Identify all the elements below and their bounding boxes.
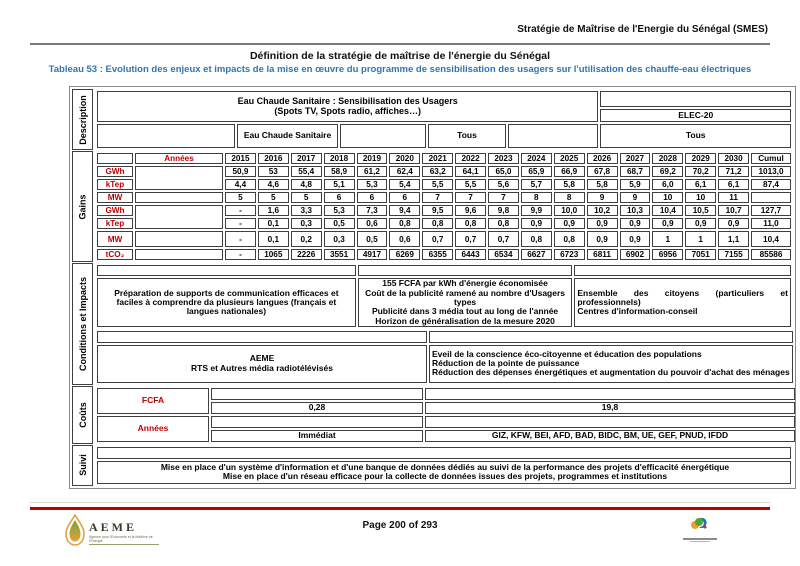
gains-value-cell: 5,6 xyxy=(488,179,519,190)
gains-value-cell: 1 xyxy=(685,231,716,247)
gains-value-cell: 58,9 xyxy=(324,166,355,177)
suivi-header-row xyxy=(97,447,791,459)
gains-value-cell: 0,9 xyxy=(652,218,683,229)
gains-value-cell: 9 xyxy=(620,192,651,203)
gains-value-cell: 7,3 xyxy=(357,205,388,216)
section-label-text: Coûts xyxy=(77,401,88,428)
usagers-value: Tous xyxy=(428,124,506,148)
year-header-cell: 2025 xyxy=(554,153,585,164)
gains-value-cell: 2226 xyxy=(291,249,322,260)
conditions-table-top xyxy=(95,263,793,329)
impacts-header: Impacts Socio-économiques xyxy=(429,331,793,342)
measure-title-line2: (Spots TV, Spots radio, affiches…) xyxy=(274,105,422,116)
suivi-table xyxy=(95,445,793,486)
gains-value-cell: 65,0 xyxy=(488,166,519,177)
gains-value-cell: 4,8 xyxy=(291,179,322,190)
gains-value-cell: 6,1 xyxy=(685,179,716,190)
gains-value-cell: 4,4 xyxy=(225,179,256,190)
page-number: Page 200 of 293 xyxy=(362,520,438,531)
gains-table xyxy=(95,151,793,262)
gains-value-cell: 5 xyxy=(291,192,322,203)
gains-value-cell: 9,5 xyxy=(422,205,453,216)
gains-row xyxy=(97,166,791,177)
aeme-text-block xyxy=(89,514,159,545)
description-row-title xyxy=(97,91,791,107)
gains-value-cell: 9,6 xyxy=(455,205,486,216)
gains-value-cell: 71,2 xyxy=(718,166,749,177)
gains-row-label-cell: Gains Energie xyxy=(135,205,223,229)
gains-value-cell: 6269 xyxy=(389,249,420,260)
text-line: Mise en place d'un réseau efficace pour la collecte de données issues des projets, programmes et institutions xyxy=(222,471,668,482)
fcfa-label: FCFA xyxy=(97,388,209,414)
gains-value-cell: 5,1 xyxy=(324,179,355,190)
gains-value-cell: 68,7 xyxy=(620,166,651,177)
year-header-cell: 2024 xyxy=(521,153,552,164)
gains-value-cell: 127,7 xyxy=(751,205,791,216)
gains-value-cell: 4,6 xyxy=(258,179,289,190)
couts-table xyxy=(95,386,797,444)
years-label-cell: Années xyxy=(135,153,223,164)
unit-label-cell: MW xyxy=(97,192,133,203)
gains-value-cell: 9 xyxy=(587,192,618,203)
gains-value-cell: 9,9 xyxy=(521,205,552,216)
gains-value-cell: 0,8 xyxy=(389,218,420,229)
usage-header: Usage xyxy=(97,124,235,148)
temps-retour-value: Immédiat xyxy=(211,430,423,442)
section-description xyxy=(72,89,793,150)
gains-value-cell: 5,8 xyxy=(587,179,618,190)
gains-value-cell: 3551 xyxy=(324,249,355,260)
gains-value-cell: - xyxy=(225,218,256,229)
gains-value-cell: 87,4 xyxy=(751,179,791,190)
gains-value-cell: 0,3 xyxy=(291,218,322,229)
gains-value-cell: 0,9 xyxy=(587,231,618,247)
partenaires-content-row xyxy=(97,345,793,383)
gains-value-cell: 5,3 xyxy=(324,205,355,216)
gains-row-label-cell: Gains CO₂ xyxy=(135,249,223,260)
fiche-number-header: N° Fiche xyxy=(600,91,791,107)
gains-value-cell: 0,5 xyxy=(357,231,388,247)
prealables-text: Préparation de supports de communication efficaces et faciles à comprendre da plusieurs langues (français et langues nationales) xyxy=(97,278,356,327)
year-header-cell: 2020 xyxy=(389,153,420,164)
gains-value-cell: 6 xyxy=(357,192,388,203)
year-header-cell: 2016 xyxy=(258,153,289,164)
gains-value-cell: - xyxy=(225,205,256,216)
gains-value-cell: 5 xyxy=(225,192,256,203)
section-label-suivi xyxy=(72,445,93,486)
gains-value-cell: 5,3 xyxy=(357,179,388,190)
gains-value-cell xyxy=(751,192,791,203)
gains-value-cell: 6,1 xyxy=(718,179,749,190)
page-title: Définition de la stratégie de maîtrise de l'énergie du Sénégal xyxy=(249,50,551,62)
impacts-text xyxy=(429,345,793,383)
text-line: Eveil de la conscience éco-citoyenne et éducation des populations xyxy=(432,348,702,359)
suivi-exploitation-header: Suivi-Exploitation xyxy=(97,447,791,459)
year-header-cell: Cumul xyxy=(751,153,791,164)
gains-row-label-cell: Pointe xyxy=(135,192,223,203)
section-label-text: Suivi xyxy=(77,454,88,476)
gains-value-cell: 0,9 xyxy=(587,218,618,229)
gains-value-cell: 0,2 xyxy=(291,231,322,247)
aeme-flame-icon xyxy=(64,514,86,551)
investissement-value: 0,28 xyxy=(211,402,423,414)
fiche-table xyxy=(69,86,796,489)
fiche-number-value: ELEC-20 xyxy=(600,109,791,122)
gains-value-cell: 6627 xyxy=(521,249,552,260)
gains-value-cell: 10 xyxy=(652,192,683,203)
gains-value-cell: 0,9 xyxy=(554,218,585,229)
unit-label-cell: kTep xyxy=(97,218,133,229)
unit-label-cell: kTep xyxy=(97,179,133,190)
conditions-header-row xyxy=(97,265,791,276)
year-header-cell: 2018 xyxy=(324,153,355,164)
gains-value-cell: 7 xyxy=(455,192,486,203)
header-rule xyxy=(30,43,770,45)
description-row-usage xyxy=(97,124,791,148)
acteurs-header: Acteurs Mise en Œuvre xyxy=(574,265,791,276)
text-line: Réduction des dépenses énergétiques et augmentation du pouvoir d'achat des ménages xyxy=(432,367,790,378)
partenaires-header-row xyxy=(97,331,793,342)
gains-value-cell: 5 xyxy=(258,192,289,203)
section-label-description xyxy=(72,89,93,150)
year-header-cell: 2029 xyxy=(685,153,716,164)
section-suivi xyxy=(72,445,793,486)
text-line: Réduction de la pointe de puissance xyxy=(432,357,580,368)
text-line: Mise en place d'un système d'information et d'une banque de données dédiés au suivi de la performance des projets d'efficacité énergétique xyxy=(160,461,730,472)
gains-value-cell: 0,8 xyxy=(488,218,519,229)
gains-value-cell: 6 xyxy=(389,192,420,203)
gains-value-cell: 8 xyxy=(521,192,552,203)
gains-value-cell: 6723 xyxy=(554,249,585,260)
gains-value-cell: 0,6 xyxy=(357,218,388,229)
secteurs-value: Tous xyxy=(600,124,791,148)
unit-label-cell: MW xyxy=(97,231,133,247)
gains-value-cell: 7 xyxy=(488,192,519,203)
footer-red-rule xyxy=(30,507,770,510)
year-header-cell: 2019 xyxy=(357,153,388,164)
measure-title-line1: Eau Chaude Sanitaire : Sensibilisation des Usagers xyxy=(237,95,458,106)
gains-value-cell: 6956 xyxy=(652,249,683,260)
gains-value-cell: 64,1 xyxy=(455,166,486,177)
footer-gray-rule xyxy=(30,502,770,503)
gains-value-cell: 0,6 xyxy=(389,231,420,247)
gains-value-cell: 10,0 xyxy=(554,205,585,216)
partenaires-header: Partenaires xyxy=(97,331,427,342)
retour-header-row xyxy=(97,416,795,428)
economies-value: 19,8 xyxy=(425,402,795,414)
gains-value-cell: 7155 xyxy=(718,249,749,260)
acteurs-text xyxy=(574,278,791,327)
gains-value-cell: 1,6 xyxy=(258,205,289,216)
secteurs-header: Secteurs xyxy=(508,124,598,148)
gains-value-cell: 0,8 xyxy=(422,218,453,229)
partner-logo-text-lines xyxy=(678,538,722,542)
text-line: RTS et Autres média radiotélévisés xyxy=(191,362,333,373)
year-header-cell: 2015 xyxy=(225,153,256,164)
gains-value-cell: 0,1 xyxy=(258,218,289,229)
partner-logo-icon xyxy=(689,519,711,536)
gains-value-cell: 4917 xyxy=(357,249,388,260)
gains-value-cell: 10,7 xyxy=(718,205,749,216)
suivi-content xyxy=(95,445,793,486)
gains-value-cell: 6534 xyxy=(488,249,519,260)
gains-value-cell: 9,8 xyxy=(488,205,519,216)
gains-value-cell: 0,9 xyxy=(685,218,716,229)
financement-header: Origine Possible Financement xyxy=(425,416,795,428)
gains-value-cell: 0,3 xyxy=(324,231,355,247)
aeme-name: AEME xyxy=(89,520,137,534)
measure-title-cell xyxy=(97,91,598,122)
text-line: AEME xyxy=(249,353,275,364)
gains-value-cell: 6902 xyxy=(620,249,651,260)
usagers-header: Usagers xyxy=(340,124,426,148)
unit-label-cell: tCO₂ xyxy=(97,249,133,260)
gains-value-cell: 5,7 xyxy=(521,179,552,190)
section-label-gains xyxy=(72,151,93,262)
gains-value-cell: 10 xyxy=(685,192,716,203)
gains-row xyxy=(97,231,791,247)
year-header-cell: 2028 xyxy=(652,153,683,164)
suivi-content-row xyxy=(97,461,791,484)
gains-value-cell: 1 xyxy=(652,231,683,247)
gains-value-cell: 5,8 xyxy=(554,179,585,190)
gains-value-cell: 69,2 xyxy=(652,166,683,177)
gains-value-cell: 70,2 xyxy=(685,166,716,177)
year-header-cell: 2017 xyxy=(291,153,322,164)
annees-label: Années xyxy=(97,416,209,442)
unit-label-cell: GWh xyxy=(97,166,133,177)
partner-logo xyxy=(678,516,722,542)
text-line: Horizon de généralisation de la mesure 2020 xyxy=(375,315,555,326)
invest-header-row xyxy=(97,388,795,400)
gains-value-cell: 0,9 xyxy=(718,218,749,229)
gains-value-cell: 3,3 xyxy=(291,205,322,216)
document-reference: Stratégie de Maîtrise de l'Energie du Sénégal (SMES) xyxy=(517,24,768,35)
year-header-cell: 2021 xyxy=(422,153,453,164)
gains-value-cell: 11,0 xyxy=(751,218,791,229)
gains-row-label-cell: Gains Pointe xyxy=(135,231,223,247)
financement-value: GIZ, KFW, BEI, AFD, BAD, BIDC, BM, UE, GEF, PNUD, IFDD xyxy=(425,430,795,442)
gains-value-cell: 10,2 xyxy=(587,205,618,216)
year-header-cell: 2023 xyxy=(488,153,519,164)
gains-row xyxy=(97,249,791,260)
section-label-couts xyxy=(72,386,93,444)
gains-value-cell: 0,7 xyxy=(422,231,453,247)
gains-value-cell: 10,3 xyxy=(620,205,651,216)
conditions-content-row xyxy=(97,278,791,327)
gains-value-cell: 5,5 xyxy=(422,179,453,190)
year-header-cell: 2027 xyxy=(620,153,651,164)
gains-value-cell: 67,8 xyxy=(587,166,618,177)
gains-value-cell: 65,9 xyxy=(521,166,552,177)
year-header-cell: 2022 xyxy=(455,153,486,164)
investissement-header: Investissement en Milliards xyxy=(211,388,423,400)
economies-header: Economies Monétaires en Milliards xyxy=(425,388,795,400)
gains-value-cell: 0,8 xyxy=(521,231,552,247)
gains-value-cell: 0,7 xyxy=(455,231,486,247)
year-header-cell: 2030 xyxy=(718,153,749,164)
gains-value-cell: 11 xyxy=(718,192,749,203)
gains-value-cell: 0,7 xyxy=(488,231,519,247)
description-table xyxy=(95,89,793,150)
gains-value-cell: 6355 xyxy=(422,249,453,260)
gains-year-header-row xyxy=(97,153,791,164)
aeme-tagline: Agence pour l'Economie et la Maîtrise de l'Energie xyxy=(89,535,159,545)
gains-value-cell: 1065 xyxy=(258,249,289,260)
section-label-conditions xyxy=(72,263,93,384)
aeme-logo xyxy=(64,514,159,551)
year-header-cell: 2026 xyxy=(587,153,618,164)
gains-value-cell: 1013,0 xyxy=(751,166,791,177)
gains-row-label-cell: Demande Energie xyxy=(135,166,223,190)
gains-content xyxy=(95,151,793,262)
gains-value-cell: 10,4 xyxy=(652,205,683,216)
gains-value-cell: 5,9 xyxy=(620,179,651,190)
gains-value-cell: 9,4 xyxy=(389,205,420,216)
section-label-text: Conditions et Impacts xyxy=(77,276,88,371)
section-label-text: Gains xyxy=(77,194,88,220)
gains-value-cell: 6 xyxy=(324,192,355,203)
gains-value-cell: 10,4 xyxy=(751,231,791,247)
gains-value-cell: 5,5 xyxy=(455,179,486,190)
gains-value-cell: 0,9 xyxy=(620,231,651,247)
section-conditions xyxy=(72,263,793,384)
gains-value-cell: 10,5 xyxy=(685,205,716,216)
hypotheses-header: Hypothèses xyxy=(358,265,573,276)
usage-value: Eau Chaude Sanitaire xyxy=(237,124,337,148)
gains-value-cell: 62,4 xyxy=(389,166,420,177)
conditions-content xyxy=(95,263,793,384)
description-content xyxy=(95,89,793,150)
gains-value-cell: 7 xyxy=(422,192,453,203)
gains-value-cell: 61,2 xyxy=(357,166,388,177)
section-couts xyxy=(72,386,793,444)
text-line: Ensemble des citoyens (particuliers et professionnels) xyxy=(577,287,788,308)
gains-value-cell: 85586 xyxy=(751,249,791,260)
temps-retour-header: Temps de retour xyxy=(211,416,423,428)
gains-value-cell: 0,8 xyxy=(554,231,585,247)
gains-value-cell: - xyxy=(225,249,256,260)
text-line: 155 FCFA par kWh d'énergie économisée xyxy=(382,278,548,289)
gains-value-cell: 66,9 xyxy=(554,166,585,177)
gains-value-cell: 0,1 xyxy=(258,231,289,247)
gains-value-cell: - xyxy=(225,231,256,247)
gains-row xyxy=(97,192,791,203)
gains-value-cell: 6443 xyxy=(455,249,486,260)
gains-value-cell: 0,9 xyxy=(521,218,552,229)
text-line: Centres d'information-conseil xyxy=(577,306,698,317)
couts-content xyxy=(95,386,793,444)
gains-value-cell: 53 xyxy=(258,166,289,177)
suivi-text xyxy=(97,461,791,484)
gains-value-cell: 50,9 xyxy=(225,166,256,177)
gains-value-cell: 0,5 xyxy=(324,218,355,229)
corner-cell xyxy=(97,153,133,164)
conditions-table-bottom xyxy=(95,329,795,384)
partenaires-text xyxy=(97,345,427,383)
unit-label-cell: GWh xyxy=(97,205,133,216)
gains-value-cell: 8 xyxy=(554,192,585,203)
prealables-header: Préalables/Barrières xyxy=(97,265,356,276)
hypotheses-text xyxy=(358,278,573,327)
gains-value-cell: 63,2 xyxy=(422,166,453,177)
gains-value-cell: 7051 xyxy=(685,249,716,260)
gains-value-cell: 55,4 xyxy=(291,166,322,177)
gains-value-cell: 6811 xyxy=(587,249,618,260)
section-gains xyxy=(72,151,793,262)
gains-value-cell: 6,0 xyxy=(652,179,683,190)
gains-value-cell: 0,9 xyxy=(620,218,651,229)
gains-row xyxy=(97,205,791,216)
gains-value-cell: 5,4 xyxy=(389,179,420,190)
gains-value-cell: 1,1 xyxy=(718,231,749,247)
text-line: Coût de la publicité ramené au nombre d'Usagers types xyxy=(365,287,566,308)
gains-value-cell: 0,8 xyxy=(455,218,486,229)
text-line: Publicité dans 3 média tout au long de l'année xyxy=(371,306,559,317)
table-caption: Tableau 53 : Evolution des enjeux et impacts de la mise en œuvre du programme de sensibilisation des usagers sur l'utilisation des chauffe-eau électriques xyxy=(48,64,752,75)
section-label-text: Description xyxy=(77,94,88,145)
